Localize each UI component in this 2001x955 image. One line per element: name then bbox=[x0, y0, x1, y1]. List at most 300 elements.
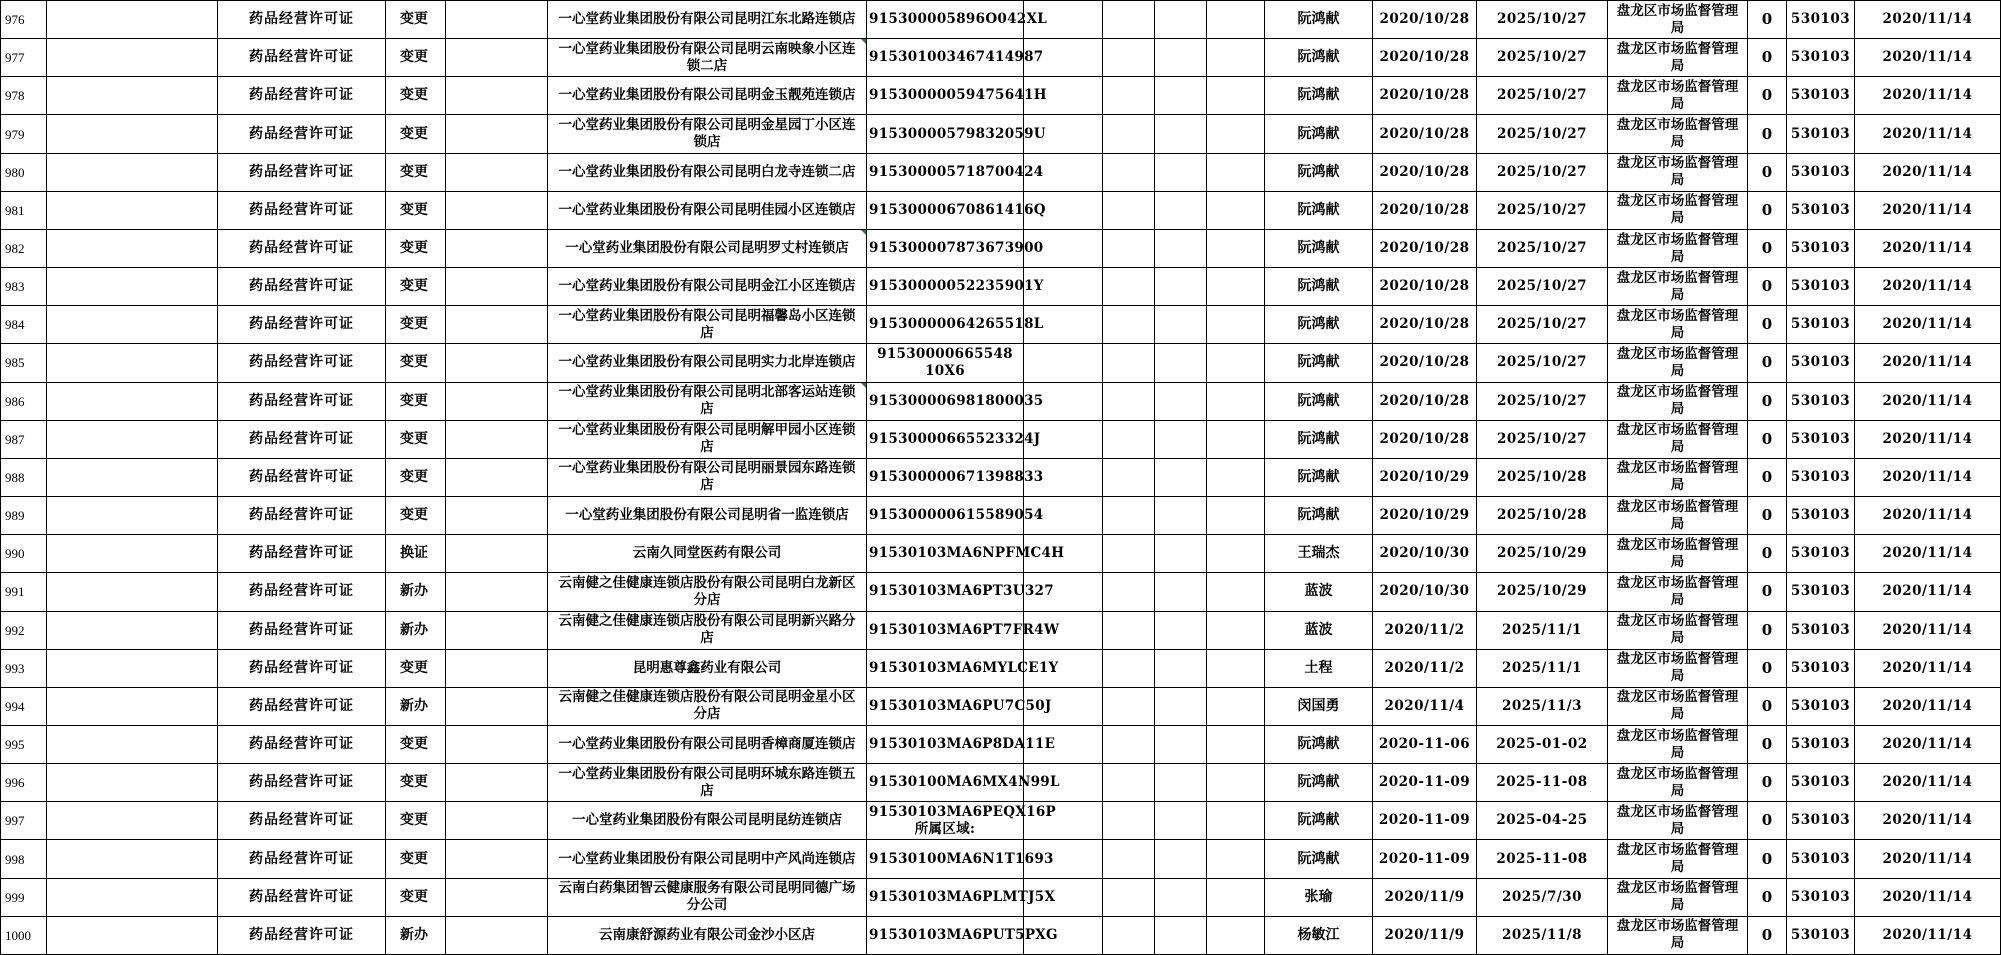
empty-cell bbox=[1103, 77, 1155, 115]
empty-cell bbox=[1155, 725, 1207, 763]
license-type-cell: 药品经营许可证 bbox=[218, 268, 386, 306]
valid-to-cell: 2025-11-08 bbox=[1477, 840, 1608, 878]
empty-cell bbox=[1207, 725, 1265, 763]
empty-cell bbox=[1103, 420, 1155, 458]
empty-cell bbox=[1103, 725, 1155, 763]
empty-cell bbox=[47, 306, 218, 344]
table-row bbox=[1, 77, 2001, 115]
table-row bbox=[1, 39, 2001, 77]
row-index-cell: 981 bbox=[1, 191, 47, 229]
status-code-cell: 0 bbox=[1748, 764, 1787, 802]
table-row bbox=[1, 191, 2001, 229]
row-index-cell: 984 bbox=[1, 306, 47, 344]
status-code-cell: 0 bbox=[1748, 306, 1787, 344]
change-type-cell: 变更 bbox=[386, 268, 446, 306]
empty-cell bbox=[1155, 916, 1207, 954]
credit-code-cell: 91530103MA6MYLCE1Y bbox=[867, 649, 1024, 687]
empty-cell bbox=[446, 39, 548, 77]
authority-cell: 盘龙区市场监督管理局 bbox=[1608, 649, 1748, 687]
credit-code-cell: 91530000665523324J bbox=[867, 420, 1024, 458]
table-row bbox=[1, 382, 2001, 420]
empty-cell bbox=[47, 1, 218, 39]
empty-cell bbox=[1103, 153, 1155, 191]
empty-cell bbox=[446, 191, 548, 229]
company-name-cell: 一心堂药业集团股份有限公司昆明丽景园东路连锁店 bbox=[548, 458, 867, 496]
authority-cell: 盘龙区市场监督管理局 bbox=[1608, 573, 1748, 611]
valid-to-cell: 2025/10/29 bbox=[1477, 535, 1608, 573]
status-code-cell: 0 bbox=[1748, 191, 1787, 229]
legal-person-cell: 杨敏江 bbox=[1265, 916, 1373, 954]
valid-from-cell: 2020/10/28 bbox=[1373, 191, 1477, 229]
empty-cell bbox=[446, 344, 548, 382]
license-type-cell: 药品经营许可证 bbox=[218, 687, 386, 725]
company-name-cell: 一心堂药业集团股份有限公司昆明金星园丁小区连锁店 bbox=[548, 115, 867, 153]
publish-date-cell: 2020/11/14 bbox=[1855, 306, 2001, 344]
area-code-cell: 530103 bbox=[1787, 497, 1855, 535]
empty-cell bbox=[1207, 382, 1265, 420]
valid-to-cell: 2025/10/27 bbox=[1477, 39, 1608, 77]
empty-cell bbox=[1207, 840, 1265, 878]
credit-code-cell: 915300005896O042XL bbox=[867, 1, 1024, 39]
area-code-cell: 530103 bbox=[1787, 77, 1855, 115]
company-name-cell: 一心堂药业集团股份有限公司昆明云南映象小区连锁二店 bbox=[548, 39, 867, 77]
empty-cell bbox=[1103, 39, 1155, 77]
change-type-cell: 变更 bbox=[386, 382, 446, 420]
company-name-cell: 一心堂药业集团股份有限公司昆明香樟商厦连锁店 bbox=[548, 725, 867, 763]
area-code-cell: 530103 bbox=[1787, 764, 1855, 802]
empty-cell bbox=[1155, 115, 1207, 153]
publish-date-cell: 2020/11/14 bbox=[1855, 39, 2001, 77]
row-index-cell: 985 bbox=[1, 344, 47, 382]
empty-cell bbox=[1155, 306, 1207, 344]
status-code-cell: 0 bbox=[1748, 115, 1787, 153]
empty-cell bbox=[1207, 764, 1265, 802]
empty-cell bbox=[47, 191, 218, 229]
status-code-cell: 0 bbox=[1748, 344, 1787, 382]
area-code-cell: 530103 bbox=[1787, 725, 1855, 763]
area-code-cell: 530103 bbox=[1787, 916, 1855, 954]
table-row bbox=[1, 687, 2001, 725]
license-type-cell: 药品经营许可证 bbox=[218, 535, 386, 573]
credit-code-cell: 91530000665548 10X6 bbox=[867, 344, 1024, 382]
valid-from-cell: 2020-11-09 bbox=[1373, 802, 1477, 840]
row-index-cell: 994 bbox=[1, 687, 47, 725]
company-name-cell: 一心堂药业集团股份有限公司昆明北部客运站连锁店 bbox=[548, 382, 867, 420]
table-row bbox=[1, 268, 2001, 306]
empty-cell bbox=[1155, 77, 1207, 115]
empty-cell bbox=[1024, 344, 1103, 382]
credit-code-cell: 915300006981800035 bbox=[867, 382, 1024, 420]
area-code-cell: 530103 bbox=[1787, 535, 1855, 573]
valid-from-cell: 2020/10/28 bbox=[1373, 115, 1477, 153]
change-type-cell: 变更 bbox=[386, 840, 446, 878]
row-index-cell: 986 bbox=[1, 382, 47, 420]
legal-person-cell: 蓝波 bbox=[1265, 611, 1373, 649]
area-code-cell: 530103 bbox=[1787, 687, 1855, 725]
status-code-cell: 0 bbox=[1748, 497, 1787, 535]
legal-person-cell: 阮鸿献 bbox=[1265, 840, 1373, 878]
cell-comment-marker-icon bbox=[861, 383, 866, 388]
authority-cell: 盘龙区市场监督管理局 bbox=[1608, 1, 1748, 39]
area-code-cell: 530103 bbox=[1787, 191, 1855, 229]
publish-date-cell: 2020/11/14 bbox=[1855, 229, 2001, 267]
license-type-cell: 药品经营许可证 bbox=[218, 764, 386, 802]
license-type-cell: 药品经营许可证 bbox=[218, 229, 386, 267]
company-name-cell: 一心堂药业集团股份有限公司昆明环城东路连锁五店 bbox=[548, 764, 867, 802]
empty-cell bbox=[1155, 649, 1207, 687]
valid-to-cell: 2025/10/27 bbox=[1477, 382, 1608, 420]
empty-cell bbox=[1103, 497, 1155, 535]
valid-to-cell: 2025/10/27 bbox=[1477, 1, 1608, 39]
empty-cell bbox=[1207, 687, 1265, 725]
license-type-cell: 药品经营许可证 bbox=[218, 611, 386, 649]
valid-to-cell: 2025-01-02 bbox=[1477, 725, 1608, 763]
valid-to-cell: 2025/10/27 bbox=[1477, 77, 1608, 115]
legal-person-cell: 土程 bbox=[1265, 649, 1373, 687]
empty-cell bbox=[1207, 458, 1265, 496]
status-code-cell: 0 bbox=[1748, 420, 1787, 458]
company-name-cell: 一心堂药业集团股份有限公司昆明实力北岸连锁店 bbox=[548, 344, 867, 382]
company-name-cell: 一心堂药业集团股份有限公司昆明福馨岛小区连锁店 bbox=[548, 306, 867, 344]
empty-cell bbox=[446, 878, 548, 916]
empty-cell bbox=[446, 229, 548, 267]
row-index-cell: 997 bbox=[1, 802, 47, 840]
authority-cell: 盘龙区市场监督管理局 bbox=[1608, 725, 1748, 763]
row-index-cell: 979 bbox=[1, 115, 47, 153]
authority-cell: 盘龙区市场监督管理局 bbox=[1608, 535, 1748, 573]
authority-cell: 盘龙区市场监督管理局 bbox=[1608, 306, 1748, 344]
valid-to-cell: 2025/10/27 bbox=[1477, 115, 1608, 153]
credit-code-cell: 915300007873673900 bbox=[867, 229, 1024, 267]
company-name-cell: 云南健之佳健康连锁店股份有限公司昆明金星小区分店 bbox=[548, 687, 867, 725]
valid-to-cell: 2025/11/3 bbox=[1477, 687, 1608, 725]
valid-from-cell: 2020-11-09 bbox=[1373, 764, 1477, 802]
row-index-cell: 987 bbox=[1, 420, 47, 458]
empty-cell bbox=[446, 420, 548, 458]
table-row bbox=[1, 802, 2001, 840]
legal-person-cell: 阮鸿献 bbox=[1265, 802, 1373, 840]
publish-date-cell: 2020/11/14 bbox=[1855, 916, 2001, 954]
legal-person-cell: 阮鸿献 bbox=[1265, 39, 1373, 77]
publish-date-cell: 2020/11/14 bbox=[1855, 573, 2001, 611]
company-name-cell: 云南健之佳健康连锁店股份有限公司昆明新兴路分店 bbox=[548, 611, 867, 649]
empty-cell bbox=[47, 878, 218, 916]
company-name-cell: 一心堂药业集团股份有限公司昆明白龙寺连锁二店 bbox=[548, 153, 867, 191]
valid-from-cell: 2020/11/9 bbox=[1373, 878, 1477, 916]
license-type-cell: 药品经营许可证 bbox=[218, 916, 386, 954]
empty-cell bbox=[446, 382, 548, 420]
empty-cell bbox=[1103, 764, 1155, 802]
change-type-cell: 变更 bbox=[386, 802, 446, 840]
status-code-cell: 0 bbox=[1748, 687, 1787, 725]
credit-code-cell: 91530103MA6PU7C50J bbox=[867, 687, 1024, 725]
area-code-cell: 530103 bbox=[1787, 573, 1855, 611]
row-index-cell: 990 bbox=[1, 535, 47, 573]
change-type-cell: 新办 bbox=[386, 687, 446, 725]
publish-date-cell: 2020/11/14 bbox=[1855, 115, 2001, 153]
change-type-cell: 变更 bbox=[386, 306, 446, 344]
credit-code-cell: 915300005718700424 bbox=[867, 153, 1024, 191]
status-code-cell: 0 bbox=[1748, 535, 1787, 573]
empty-cell bbox=[446, 268, 548, 306]
change-type-cell: 变更 bbox=[386, 878, 446, 916]
license-type-cell: 药品经营许可证 bbox=[218, 382, 386, 420]
area-code-cell: 530103 bbox=[1787, 153, 1855, 191]
empty-cell bbox=[1103, 1, 1155, 39]
valid-to-cell: 2025/11/8 bbox=[1477, 916, 1608, 954]
credit-code-cell: 91530000064265518L bbox=[867, 306, 1024, 344]
area-code-cell: 530103 bbox=[1787, 344, 1855, 382]
change-type-cell: 变更 bbox=[386, 229, 446, 267]
authority-cell: 盘龙区市场监督管理局 bbox=[1608, 153, 1748, 191]
authority-cell: 盘龙区市场监督管理局 bbox=[1608, 764, 1748, 802]
valid-to-cell: 2025/10/27 bbox=[1477, 153, 1608, 191]
valid-to-cell: 2025/10/27 bbox=[1477, 229, 1608, 267]
legal-person-cell: 阮鸿献 bbox=[1265, 458, 1373, 496]
change-type-cell: 变更 bbox=[386, 764, 446, 802]
credit-code-cell: 91530000052235901Y bbox=[867, 268, 1024, 306]
area-code-cell: 530103 bbox=[1787, 458, 1855, 496]
publish-date-cell: 2020/11/14 bbox=[1855, 649, 2001, 687]
row-index-cell: 998 bbox=[1, 840, 47, 878]
status-code-cell: 0 bbox=[1748, 840, 1787, 878]
change-type-cell: 变更 bbox=[386, 649, 446, 687]
empty-cell bbox=[446, 115, 548, 153]
empty-cell bbox=[1207, 153, 1265, 191]
empty-cell bbox=[1207, 535, 1265, 573]
empty-cell bbox=[1103, 268, 1155, 306]
empty-cell bbox=[446, 611, 548, 649]
legal-person-cell: 阮鸿献 bbox=[1265, 153, 1373, 191]
change-type-cell: 变更 bbox=[386, 153, 446, 191]
legal-person-cell: 闵国勇 bbox=[1265, 687, 1373, 725]
empty-cell bbox=[47, 687, 218, 725]
table-row bbox=[1, 420, 2001, 458]
legal-person-cell: 阮鸿献 bbox=[1265, 306, 1373, 344]
area-code-cell: 530103 bbox=[1787, 878, 1855, 916]
empty-cell bbox=[1155, 878, 1207, 916]
area-code-cell: 530103 bbox=[1787, 229, 1855, 267]
valid-from-cell: 2020-11-09 bbox=[1373, 840, 1477, 878]
area-code-cell: 530103 bbox=[1787, 1, 1855, 39]
valid-to-cell: 2025/10/27 bbox=[1477, 191, 1608, 229]
publish-date-cell: 2020/11/14 bbox=[1855, 382, 2001, 420]
legal-person-cell: 阮鸿献 bbox=[1265, 420, 1373, 458]
table-row bbox=[1, 1, 2001, 39]
table-row bbox=[1, 344, 2001, 382]
empty-cell bbox=[47, 535, 218, 573]
company-name-cell: 一心堂药业集团股份有限公司昆明金江小区连锁店 bbox=[548, 268, 867, 306]
status-code-cell: 0 bbox=[1748, 916, 1787, 954]
empty-cell bbox=[47, 725, 218, 763]
valid-from-cell: 2020/11/2 bbox=[1373, 611, 1477, 649]
valid-to-cell: 2025/7/30 bbox=[1477, 878, 1608, 916]
empty-cell bbox=[47, 420, 218, 458]
row-index-cell: 977 bbox=[1, 39, 47, 77]
empty-cell bbox=[1155, 420, 1207, 458]
table-row bbox=[1, 306, 2001, 344]
area-code-cell: 530103 bbox=[1787, 268, 1855, 306]
valid-to-cell: 2025/10/27 bbox=[1477, 268, 1608, 306]
license-type-cell: 药品经营许可证 bbox=[218, 420, 386, 458]
row-index-cell: 988 bbox=[1, 458, 47, 496]
table-row bbox=[1, 611, 2001, 649]
authority-cell: 盘龙区市场监督管理局 bbox=[1608, 382, 1748, 420]
row-index-cell: 991 bbox=[1, 573, 47, 611]
empty-cell bbox=[47, 382, 218, 420]
empty-cell bbox=[446, 1, 548, 39]
empty-cell bbox=[1103, 573, 1155, 611]
status-code-cell: 0 bbox=[1748, 77, 1787, 115]
company-name-cell: 一心堂药业集团股份有限公司昆明金玉靓苑连锁店 bbox=[548, 77, 867, 115]
valid-to-cell: 2025/11/1 bbox=[1477, 611, 1608, 649]
authority-cell: 盘龙区市场监督管理局 bbox=[1608, 268, 1748, 306]
empty-cell bbox=[47, 77, 218, 115]
row-index-cell: 983 bbox=[1, 268, 47, 306]
empty-cell bbox=[1155, 229, 1207, 267]
empty-cell bbox=[446, 573, 548, 611]
table-row bbox=[1, 649, 2001, 687]
empty-cell bbox=[1207, 802, 1265, 840]
company-name-cell: 一心堂药业集团股份有限公司昆明解甲园小区连锁店 bbox=[548, 420, 867, 458]
empty-cell bbox=[1207, 115, 1265, 153]
legal-person-cell: 王瑞杰 bbox=[1265, 535, 1373, 573]
authority-cell: 盘龙区市场监督管理局 bbox=[1608, 39, 1748, 77]
publish-date-cell: 2020/11/14 bbox=[1855, 77, 2001, 115]
empty-cell bbox=[1103, 306, 1155, 344]
status-code-cell: 0 bbox=[1748, 382, 1787, 420]
valid-from-cell: 2020/11/4 bbox=[1373, 687, 1477, 725]
license-type-cell: 药品经营许可证 bbox=[218, 878, 386, 916]
license-type-cell: 药品经营许可证 bbox=[218, 458, 386, 496]
empty-cell bbox=[1103, 458, 1155, 496]
license-type-cell: 药品经营许可证 bbox=[218, 840, 386, 878]
publish-date-cell: 2020/11/14 bbox=[1855, 687, 2001, 725]
empty-cell bbox=[1155, 687, 1207, 725]
valid-from-cell: 2020/11/9 bbox=[1373, 916, 1477, 954]
row-index-cell: 1000 bbox=[1, 916, 47, 954]
valid-to-cell: 2025/10/29 bbox=[1477, 573, 1608, 611]
empty-cell bbox=[1103, 191, 1155, 229]
empty-cell bbox=[47, 115, 218, 153]
status-code-cell: 0 bbox=[1748, 268, 1787, 306]
empty-cell bbox=[47, 153, 218, 191]
valid-from-cell: 2020/10/30 bbox=[1373, 535, 1477, 573]
empty-cell bbox=[1207, 1, 1265, 39]
table-row bbox=[1, 497, 2001, 535]
area-code-cell: 530103 bbox=[1787, 840, 1855, 878]
empty-cell bbox=[1207, 573, 1265, 611]
legal-person-cell: 阮鸿献 bbox=[1265, 497, 1373, 535]
empty-cell bbox=[1103, 535, 1155, 573]
publish-date-cell: 2020/11/14 bbox=[1855, 1, 2001, 39]
empty-cell bbox=[1103, 687, 1155, 725]
valid-from-cell: 2020/10/28 bbox=[1373, 153, 1477, 191]
empty-cell bbox=[1207, 191, 1265, 229]
empty-cell bbox=[1207, 344, 1265, 382]
valid-from-cell: 2020/11/2 bbox=[1373, 649, 1477, 687]
empty-cell bbox=[1103, 115, 1155, 153]
empty-cell bbox=[47, 611, 218, 649]
publish-date-cell: 2020/11/14 bbox=[1855, 153, 2001, 191]
license-type-cell: 药品经营许可证 bbox=[218, 802, 386, 840]
license-type-cell: 药品经营许可证 bbox=[218, 306, 386, 344]
empty-cell bbox=[446, 306, 548, 344]
row-index-cell: 978 bbox=[1, 77, 47, 115]
empty-cell bbox=[1155, 611, 1207, 649]
credit-code-cell: 91530103MA6PEQX16P所属区域: bbox=[867, 802, 1024, 840]
publish-date-cell: 2020/11/14 bbox=[1855, 840, 2001, 878]
empty-cell bbox=[47, 916, 218, 954]
row-index-cell: 992 bbox=[1, 611, 47, 649]
empty-cell bbox=[446, 649, 548, 687]
publish-date-cell: 2020/11/14 bbox=[1855, 497, 2001, 535]
row-index-cell: 995 bbox=[1, 725, 47, 763]
valid-to-cell: 2025/10/27 bbox=[1477, 344, 1608, 382]
area-code-cell: 530103 bbox=[1787, 611, 1855, 649]
valid-to-cell: 2025-04-25 bbox=[1477, 802, 1608, 840]
row-index-cell: 999 bbox=[1, 878, 47, 916]
empty-cell bbox=[446, 802, 548, 840]
credit-code-cell: 91530103MA6PT3U327 bbox=[867, 573, 1024, 611]
company-name-cell: 一心堂药业集团股份有限公司昆明省一监连锁店 bbox=[548, 497, 867, 535]
cell-comment-marker-icon bbox=[861, 230, 866, 235]
valid-from-cell: 2020/10/28 bbox=[1373, 382, 1477, 420]
table-row bbox=[1, 153, 2001, 191]
legal-person-cell: 阮鸿献 bbox=[1265, 764, 1373, 802]
license-type-cell: 药品经营许可证 bbox=[218, 153, 386, 191]
valid-from-cell: 2020/10/28 bbox=[1373, 420, 1477, 458]
table-row bbox=[1, 764, 2001, 802]
valid-from-cell: 2020/10/28 bbox=[1373, 39, 1477, 77]
table-row bbox=[1, 229, 2001, 267]
valid-from-cell: 2020/10/29 bbox=[1373, 497, 1477, 535]
row-index-cell: 989 bbox=[1, 497, 47, 535]
publish-date-cell: 2020/11/14 bbox=[1855, 344, 2001, 382]
empty-cell bbox=[1155, 497, 1207, 535]
change-type-cell: 变更 bbox=[386, 39, 446, 77]
empty-cell bbox=[1103, 878, 1155, 916]
legal-person-cell: 阮鸿献 bbox=[1265, 229, 1373, 267]
change-type-cell: 变更 bbox=[386, 420, 446, 458]
empty-cell bbox=[446, 497, 548, 535]
legal-person-cell: 阮鸿献 bbox=[1265, 191, 1373, 229]
status-code-cell: 0 bbox=[1748, 573, 1787, 611]
legal-person-cell: 阮鸿献 bbox=[1265, 725, 1373, 763]
publish-date-cell: 2020/11/14 bbox=[1855, 611, 2001, 649]
company-name-cell: 一心堂药业集团股份有限公司昆明佳园小区连锁店 bbox=[548, 191, 867, 229]
publish-date-cell: 2020/11/14 bbox=[1855, 191, 2001, 229]
empty-cell bbox=[47, 497, 218, 535]
empty-cell bbox=[47, 39, 218, 77]
credit-code-cell: 915301003467414987 bbox=[867, 39, 1024, 77]
empty-cell bbox=[1207, 649, 1265, 687]
license-type-cell: 药品经营许可证 bbox=[218, 1, 386, 39]
status-code-cell: 0 bbox=[1748, 611, 1787, 649]
row-index-cell: 996 bbox=[1, 764, 47, 802]
empty-cell bbox=[1207, 420, 1265, 458]
table-row bbox=[1, 458, 2001, 496]
empty-cell bbox=[47, 458, 218, 496]
legal-person-cell: 阮鸿献 bbox=[1265, 77, 1373, 115]
publish-date-cell: 2020/11/14 bbox=[1855, 420, 2001, 458]
row-index-cell: 982 bbox=[1, 229, 47, 267]
valid-to-cell: 2025-11-08 bbox=[1477, 764, 1608, 802]
company-name-cell: 一心堂药业集团股份有限公司昆明昆纺连锁店 bbox=[548, 802, 867, 840]
change-type-cell: 新办 bbox=[386, 916, 446, 954]
company-name-cell: 昆明惠尊鑫药业有限公司 bbox=[548, 649, 867, 687]
license-type-cell: 药品经营许可证 bbox=[218, 39, 386, 77]
